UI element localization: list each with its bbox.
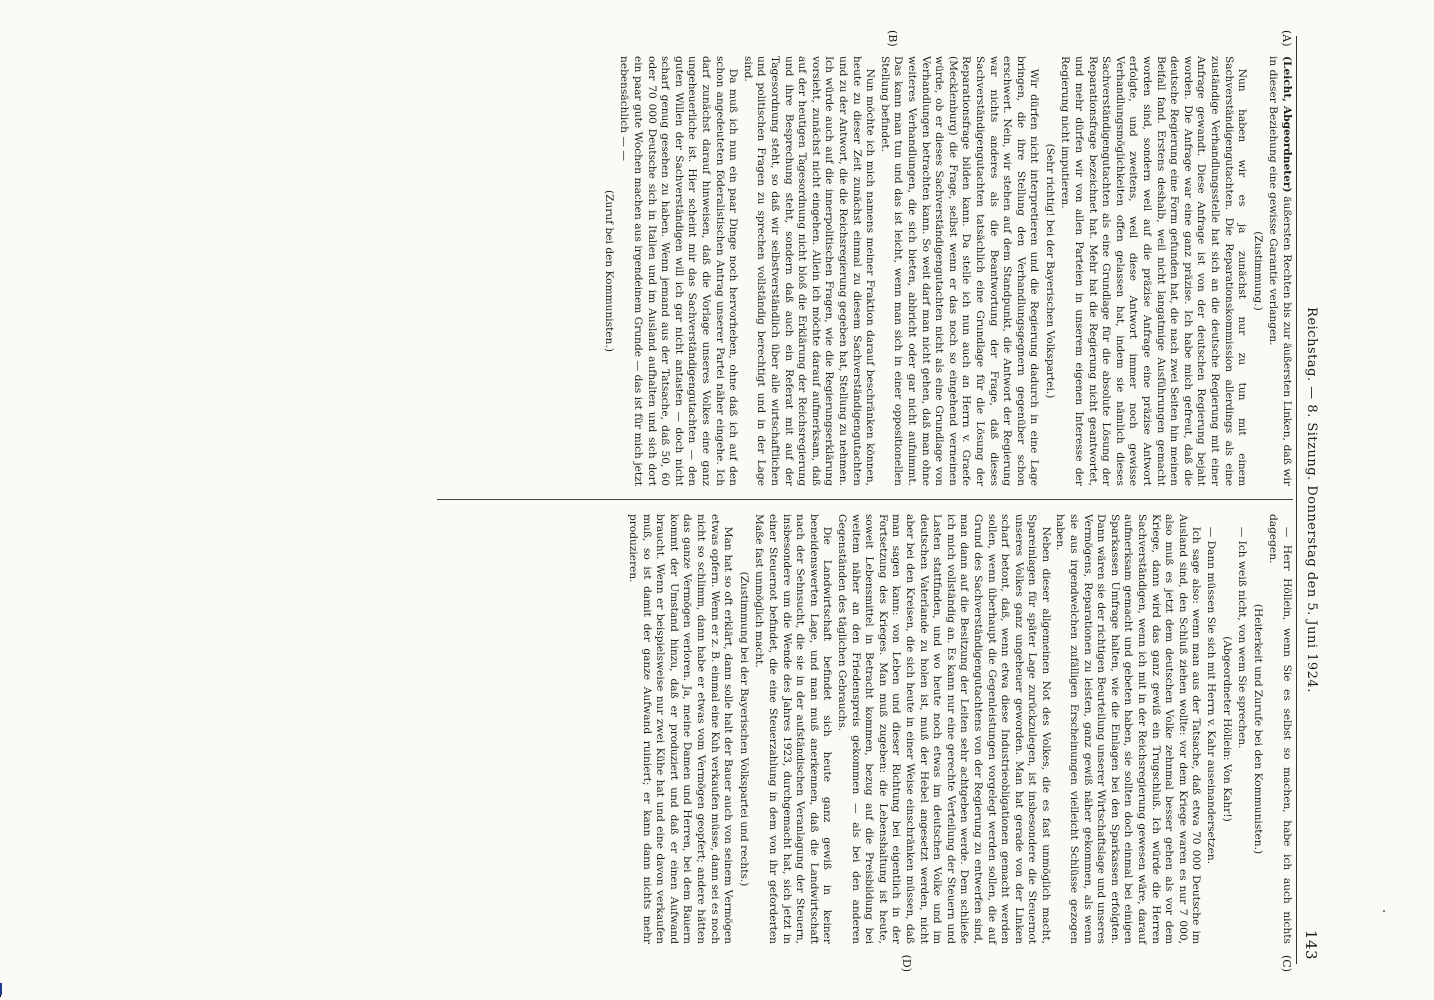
interjection: (Abgeordneter Höllein: Von Kahr!) (1220, 636, 1233, 822)
paragraph: — Herr Höllein, wenn Sie es selbst so machen, habe ich auch nichts dagegen. (1267, 514, 1293, 944)
margin-mark-c: (C) (1280, 955, 1293, 972)
margin-mark-b: (B) (886, 30, 899, 47)
dfg-logo (0, 983, 2, 995)
interjection: (Heiterkeit und Zurufe bei den Kommunisten.) (1251, 603, 1264, 855)
digitization-credit (0, 0, 16, 1000)
margin-mark-d: (D) (900, 954, 913, 972)
paragraph: Ich sage also: wenn man aus der Tatsache, daß etwa 70 000 Deutsche im Ausland sind, den Schluß ziehen wollte: vor dem Kriege waren es nur 7 000, also muß es jetzt dem deutschen Volke zehnmal besser gehen als vor dem Kriege, dann wird das ganz gewiß ein Trugschluß. Ich würde die Herren Sachverständigen, wenn ich mit in der Reichsregierung gewesen wäre, darauf aufmerksam gemacht und gebeten haben, sie sollten doch einmal bei einigen Sparkassen Umfrage halten, wie die Einlagen bei den Sparkassen erfolgten. Dann wären sie der richtigen Beurteilung unserer Wirtschaftslage und unseres Vermögens, Reparationen zu leisten, ganz gewiß näher gekommen, als wenn sie aus irgendwelchen zufälligen Erscheinungen vielleicht Schlüsse gezogen haben. (1054, 514, 1203, 944)
scan-speck (1383, 910, 1385, 912)
interjection: (Zuruf bei den Kommunisten.) (602, 190, 615, 352)
speaker-name: (Leicht, Abgeordneter) (1281, 56, 1293, 193)
column-right (625, 514, 1294, 944)
margin-mark-a: (A) (1280, 30, 1293, 47)
paragraph: — Ich weiß nicht, von wem Sie sprechen. (1236, 526, 1249, 749)
running-header (1296, 36, 1323, 964)
column-left (599, 56, 1293, 486)
paragraph: Die Landwirtschaft befindet sich heute ganz gewiß in keiner beneidenswerten Lage, und man muß anerkennen, daß die Landwirtschaft nach der Sehnsucht, die sie in der aufständischen Veranlagung der Steuern, insbesondere um die Wende des Jahres 1923, durchgemacht hat, sich jetzt in einer Steuernot befindet, die eine Steuerzahlung in dem von ihr geforderten Maße fast unmöglich macht. (753, 514, 834, 944)
paragraph: Wir dürfen nicht interpretieren und die Regierung dadurch in eine Lage bringen, die ihre Stellung den Verhandlungsgegnern gegenüber schon erschwert. Nein, wir stehen auf dem Standpunkt, die Antwort der Regierung war nichts anderes als die Beantwortung der Frage, daß dieses Sachverständigengutachten tatsächlich eine Grundlage für die Lösung der Reparationsfrage bilden kann. Da stelle ich nun auch an Herrn v. Graefe (Mecklenburg) die Frage, selbst wenn er das noch so eingehend verneinen würde, ob er dieses Sachverständigengutachten nicht als eine Grundlage von Verhandlungen betrachten kann. So weit darf man nicht gehen, daß man ohne weiteres Verhandlungen, die sich bieten, abbricht oder gar nicht aufnimmt. Das kann man tun und das ist leicht, wenn man sich in einer oppositionellen Stellung befindet. (878, 56, 1041, 486)
interjection: (Zustimmung.) (1251, 231, 1264, 311)
paragraph: Neben dieser allgemeinen Not des Volkes, die es fast unmöglich macht, Spareinlagen für später Lage zurückzulegen, ist insbesondere die Steuernot unseres Volkes ganz ungeheuer geworden. Man hat gerade von der Linken scharf betont, daß, wenn etwa diese Industrieobligationen gemacht werden sollen, wenn überhaupt die Gegenleistungen vorgelegt werden sollen, die auf Grund des Sachverständigengutachtens von der Regierung zu entwerfen sind, man dann auf die Besitzung der Leiten sehr achtgeben werde. Dem schließe ich mich vollständig an. Es kann nur eine gerechte Verteilung der Steuern und Lasten stattfinden, und wo heute noch etwas im deutschen Volke und im deutschen Vaterlande zu holen ist, muß der Hebel angesetzt werden, nicht aber bei den Kreisen, die sich heute in einer Weise einschränken müssen, daß man sagen kann: von Leben und dieser Richtung bei eigentlich in der Fortsetzung des Krieges. Man muß zugeben: die Lebenshaltung ist heute, soweit Lebensmittel in Betracht kommen, bezug auf die Preisbildung bei weitem näher an den Friedenspreis gekommen — als bei den anderen Gegenständen des täglichen Gebrauchs. (836, 514, 1052, 944)
paragraph: Nun möchte ich mich namens meiner Fraktion darauf beschränken können, heute zu dieser Zeit zunächst einmal zu diesem Sachverständigengutachten und zu der Antwort, die die Reichsregierung gegeben hat, Stellung zu nehmen. Ich würde auch auf die innerpolitischen Fragen, wie die Regierungserklärung vorsieht, zunächst nicht eingehen. Allein ich möchte darauf aufmerksam, daß auf der heutigen Tagesordnung nicht bloß die Erklärung der Reichsregierung und ihre Besprechung steht, sondern daß auch ein Referat mit auf der Tagesordnung steht, so daß wir selbstverständlich über alle wirtschaftlichen und politischen Fragen zu sprechen vollständig berechtigt und in der Lage sind. (741, 56, 877, 486)
paragraph: Nun haben wir es ja zunächst nur zu tun mit einem Sachverständigengutachten. Die Reparationskommission allerdings als eine zuständige Verhandlungsstelle hat sich an die deutsche Regierung mit einer Anfrage gewandt. Diese Anfrage ist von der deutschen Regierung bejaht worden. Die Anfrage war eine ganz präzise. Ich habe mich gefreut, daß die deutsche Regierung eine Form gefunden hat, die nach zwei Seiten hin meinen Beifall fand. Erstens deshalb, weil nicht langatmige Ausführungen gemacht worden sind, sondern weil auf die präzise Anfrage eine präzise Antwort erfolgte, und zweitens, weil diese Antwort immer noch gewisse Verhandlungsmöglichkeiten offen gelassen hat, indem sie nämlich dieses Sachverständigengutachten als eine Grundlage für die absolute Lösung der Reparationsfrage bezeichnet hat. Mehr hat die Regierung nicht geantwortet, und mehr dürfen wir von allen Parteien in unserem eigenen Interesse der Regierung nicht imputieren. (1059, 56, 1249, 486)
paragraph: Man hat so oft erklärt, dann solle halt der Bauer auch von seinem Vermögen etwas opfern. Wenn er z. B. einmal eine Kuh verkaufen müsse, dann sei es noch nicht so schlimm, dann habe er etwas vom Vermögen geopfert; andere hätten das ganze Vermögen verloren. Ja, meine Damen und Herren, bei dem Bauern kommt der Umstand hinzu, daß er produziert und daß er einen Aufwand braucht. Wenn er beispielsweise nur zwei Kühe hat und eine davon verkaufen muß, so ist damit der ganze Aufwand ruiniert; er kann dann nichts mehr produzieren. (627, 514, 735, 944)
rotated-page (97, 20, 1337, 980)
page-number: 143 (1302, 929, 1320, 960)
interjection: (Zustimmung bei der Bayerischen Volkspartei und rechts.) (737, 571, 750, 887)
column-divider (437, 499, 1293, 500)
paragraph: — Dann müssen Sie sich mit Herrn v. Kahr auseinandersetzen. (1205, 526, 1218, 865)
interjection: (Sehr richtig! bei der Bayerischen Volkspartei.) (1043, 143, 1056, 399)
header-title: Reichstag. — 8. Sitzung. Donnerstag den 5. Juni 1924. (1304, 307, 1319, 693)
text-columns (107, 30, 1293, 972)
paragraph: (Leicht, Abgeordneter) äußersten Rechten bis zur äußersten Linken, daß wir in dieser Beziehung eine gewisse Garantie verlangen. (1267, 56, 1293, 486)
paragraph: Da muß ich nun ein paar Dinge noch hervorheben, ohne daß ich auf den schon angedeuteten föderalistischen Antrag unserer Partei näher eingehe. Ich darf zunächst darauf hinweisen, daß die Vorlage unseres Volkes eine ganz ungeheuerliche ist. Hier scheint mir das Sachverständigengutachten — den guten Willen der Sachverständigen will ich gar nicht antasten — doch nicht scharf genug gesehen zu haben. Wenn jemand aus der Tatsache, daß 50, 60 oder 70 000 Deutsche sich in Italien und im Ausland aufhalten und sich dort ein paar gute Wochen machen aus irgendeinem Grunde — das ist für mich jetzt nebensächlich — — (618, 56, 740, 486)
